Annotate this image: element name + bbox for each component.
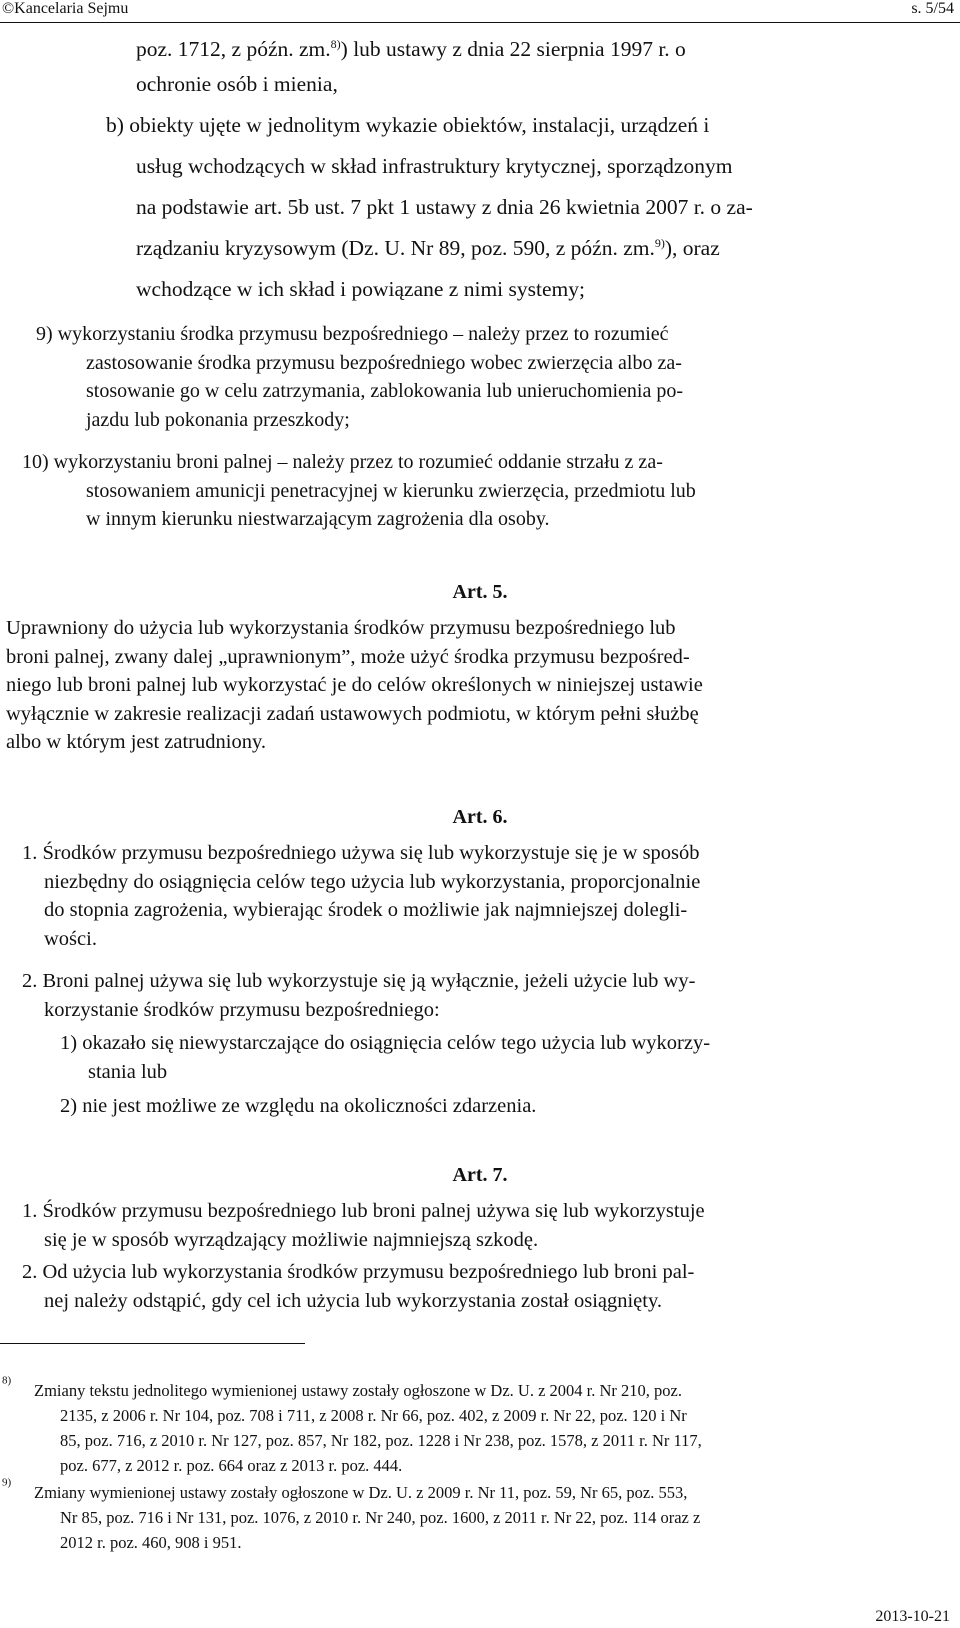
text-line: 2. Broni palnej używa się lub wykorzystuje się ją wyłącznie, jeżeli użycie lub wy- (22, 970, 696, 992)
article-5-body (6, 614, 946, 757)
text-line: poz. 677, z 2012 r. poz. 664 oraz z 2013 r. poz. 444. (60, 1456, 403, 1475)
text-span: ) lub ustawy z dnia 22 sierpnia 1997 r. o (340, 37, 686, 61)
text-line: ochronie osób i mienia, (136, 72, 338, 96)
definition-item-9 (0, 320, 960, 434)
text-line: się je w sposób wyrządzający możliwie najmniejszą szkodę. (44, 1228, 539, 1251)
text-line: 2135, z 2006 r. Nr 104, poz. 708 i 711, z 2008 r. Nr 66, poz. 402, z 2009 r. Nr 22, poz. 120 i Nr (60, 1406, 687, 1425)
definition-item-10 (0, 448, 960, 534)
text-line: nej należy odstąpić, gdy cel ich użycia lub wykorzystania został osiągnięty. (44, 1289, 663, 1312)
footnote-9 (0, 1476, 960, 1555)
article-7-para-1 (0, 1197, 960, 1254)
text-line: 2. Od użycia lub wykorzystania środków przymusu bezpośredniego lub broni pal- (22, 1261, 695, 1283)
text-line: 2012 r. poz. 460, 908 i 951. (60, 1533, 242, 1552)
article-7-para-2 (0, 1258, 960, 1315)
text-line: korzystanie środków przymusu bezpośredniego: (44, 998, 440, 1021)
text-line: Zmiany tekstu jednolitego wymienionej ustawy zostały ogłoszone w Dz. U. z 2004 r. Nr 210, poz. (34, 1381, 682, 1400)
article-6-title: Art. 6. (452, 806, 508, 828)
text-line: usług wchodzących w skład infrastruktury krytycznej, sporządzonym (136, 154, 733, 178)
document-date: 2013-10-21 (875, 1608, 950, 1625)
article-5-title: Art. 5. (452, 581, 508, 603)
text-span: rządzaniu kryzysowym (Dz. U. Nr 89, poz. 590, z późn. zm. (136, 236, 655, 260)
header-source: ©Kancelaria Sejmu (2, 0, 129, 17)
text-line: wyłącznie w zakresie realizacji zadań ustawowych podmiotu, w którym pełni służbę (6, 702, 699, 725)
footnote-ref-8: 8) (330, 36, 341, 51)
article-6-subitem-2 (0, 1092, 960, 1121)
text-line: 10) wykorzystaniu broni palnej – należy przez to rozumieć oddanie strzału z za- (22, 451, 663, 473)
footnote-marker: 8) (2, 1374, 12, 1387)
footnote-ref-9: 9) (654, 235, 665, 250)
text-line: Nr 85, poz. 716 i Nr 131, poz. 1076, z 2010 r. Nr 240, poz. 1600, z 2011 r. Nr 22, poz. 114 oraz z (60, 1508, 701, 1527)
text-line: wości. (44, 927, 97, 950)
footnote-8 (0, 1374, 960, 1478)
header-rule (0, 22, 960, 23)
text-line: 1. Środków przymusu bezpośredniego lub broni palnej używa się lub wykorzystuje (22, 1200, 705, 1222)
text-line: 2) nie jest możliwe ze względu na okoliczności zdarzenia. (60, 1095, 537, 1117)
text-line: broni palnej, zwany dalej „uprawnionym”, może użyć środka przymusu bezpośred- (6, 645, 690, 668)
text-line: wchodzące w ich skład i powiązane z nimi systemy; (136, 277, 585, 301)
text-line: 9) wykorzystaniu środka przymusu bezpośredniego – należy przez to rozumieć (36, 323, 669, 345)
text-line: 1) okazało się niewystarczające do osiągnięcia celów tego użycia lub wykorzy- (60, 1032, 711, 1054)
text-line (0, 228, 960, 269)
list-item-b: b) obiekty ujęte w jednolitym wykazie obiektów, instalacji, urządzeń i (106, 113, 710, 137)
text-line: niezbędny do osiągnięcia celów tego użycia lub wykorzystania, proporcjonalnie (44, 870, 701, 893)
text-line: albo w którym jest zatrudniony. (6, 731, 266, 753)
footnote-marker: 9) (2, 1476, 12, 1489)
page-header (0, 0, 960, 20)
text-line: stania lub (88, 1060, 168, 1083)
text-line: na podstawie art. 5b ust. 7 pkt 1 ustawy z dnia 26 kwietnia 2007 r. o za- (136, 195, 753, 219)
article-7-title: Art. 7. (452, 1164, 508, 1186)
article-6-subitem-1 (0, 1029, 960, 1086)
article-6-para-1 (0, 839, 960, 953)
text-line: niego lub broni palnej lub wykorzystać je do celów określonych w niniejszej ustawie (6, 674, 703, 696)
text-line: jazdu lub pokonania przeszkody; (86, 408, 350, 431)
text-span: poz. 1712, z późn. zm. (136, 37, 331, 61)
text-line: zastosowanie środka przymusu bezpośredniego wobec zwierzęcia albo za- (86, 351, 682, 374)
text-line: Zmiany wymienionej ustawy zostały ogłoszone w Dz. U. z 2009 r. Nr 11, poz. 59, Nr 65, poz. 553, (34, 1483, 688, 1502)
header-page-number: s. 5/54 (911, 0, 954, 17)
text-line: Uprawniony do użycia lub wykorzystania środków przymusu bezpośredniego lub (6, 617, 676, 639)
footnote-separator (0, 1343, 305, 1344)
text-line: w innym kierunku niestwarzającym zagrożenia dla osoby. (86, 508, 550, 530)
continuation-block (0, 29, 960, 310)
text-line: do stopnia zagrożenia, wybierając środek o możliwie jak najmniejszej dolegli- (44, 899, 688, 921)
text-line: 1. Środków przymusu bezpośredniego używa się lub wykorzystuje się je w sposób (22, 842, 700, 864)
article-6-para-2 (0, 967, 960, 1024)
text-line: stosowanie go w celu zatrzymania, zablokowania lub unieruchomienia po- (86, 380, 684, 402)
text-line: 85, poz. 716, z 2010 r. Nr 127, poz. 857, Nr 182, poz. 1228 i Nr 238, poz. 1578, z 2011 r. Nr 117, (60, 1431, 702, 1450)
text-span: ), oraz (664, 236, 720, 260)
text-line: stosowaniem amunicji penetracyjnej w kierunku zwierzęcia, przedmiotu lub (86, 479, 696, 502)
